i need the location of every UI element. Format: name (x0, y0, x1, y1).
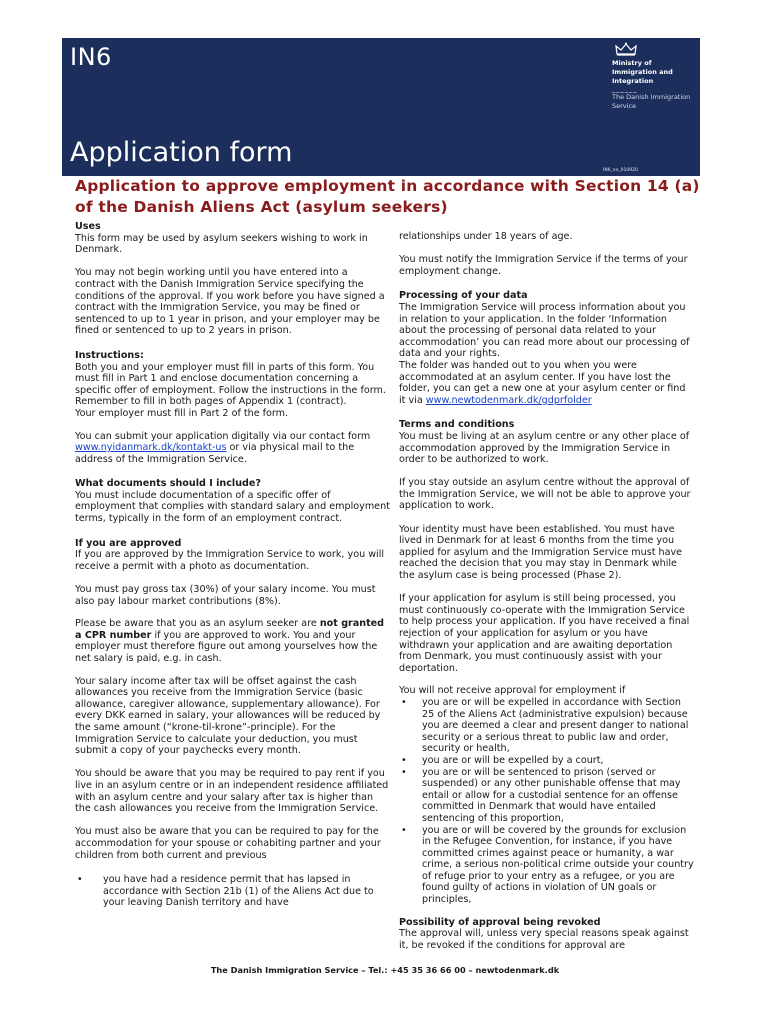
processing-paragraph (399, 302, 694, 406)
ministry-name: Ministry of Immigration and Integration (612, 59, 673, 85)
ministry-separator: ______ (612, 85, 638, 93)
approved-text: If you are approved by the Immigration Service to work, you will receive a permit with a photo as documentation. You must pay gross tax (30%) of your salary income. You must also pay labour market contributions (8%). (75, 549, 385, 607)
contact-form-link[interactable]: www.nyidanmark.dk/kontakt-us (75, 442, 227, 454)
submit-paragraph (75, 431, 390, 466)
header-small-code: IN6_en_010920 (603, 168, 638, 173)
not-receive-intro: You will not receive approval for employment if (399, 685, 626, 697)
revoked-text: The approval will, unless very special reasons speak against it, be revoked if the conditions for approval are (399, 928, 689, 951)
gdpr-folder-link[interactable]: www.newtodenmark.dk/gdprfolder (425, 394, 592, 406)
exclusion-bullet-list (399, 697, 694, 906)
processing-heading: Processing of your data (399, 290, 528, 302)
form-code: IN6 (70, 43, 112, 71)
submit-text-2: or via physical mail to the address of the Immigration Service. (75, 442, 355, 465)
approved-heading: If you are approved (75, 537, 182, 549)
cpr-text-2: if you are approved to work. You and your employer must therefore figure out among yourselves how the net salary is paid, e.g. in cash. (75, 629, 378, 664)
instructions-heading: Instructions: (75, 349, 144, 361)
revoked-heading: Possibility of approval being revoked (399, 916, 601, 928)
list-item: • you are or will be sentenced to prison (served or suspended) or any other punishable offense that may entail or allow for a custodial sentence for an offense committed in Denmark that would have entailed sentencing of this proportion, (399, 767, 694, 825)
ministry-logo-block (612, 42, 698, 111)
crown-icon (614, 42, 638, 56)
instructions-text: Both you and your employer must fill in parts of this form. You must fill in Part 1 and enclose documentation concerning a specific offer of employment. Follow the instructions in the form. Remember to fill in both pages of Appendix 1 (contract). Your employer must fill in Part 2 of the form. (75, 361, 386, 419)
left-bullet-list (75, 874, 390, 909)
documents-heading: What documents should I include? (75, 478, 261, 490)
continuation-text: relationships under 18 years of age. You must notify the Immigration Service if the terms of your employment change. (399, 231, 688, 277)
form-header (62, 38, 700, 176)
cpr-bold: not granted a CPR number (75, 618, 385, 641)
agency-name: The Danish Immigration Service (612, 93, 691, 110)
list-item: • you are or will be expelled in accordance with Section 25 of the Aliens Act (administrative expulsion) because you are deemed a clear and present danger to national security or a serious threat to public law and order, security or health, (399, 697, 694, 755)
terms-text: You must be living at an asylum centre or any other place of accommodation approved by the Immigration Service in order to be authorized to work. If you stay outside an asylum centre without the approval of the Immigration Service, we will not be able to approve your application to work. Your identity must have been established. You must have lived in Denmark for at least 6 months from the time you applied for asylum and the Immigration Service must have reached the decision that you may stay in Denmark while the asylum case is being processed (Phase 2). If your application for asylum is still being processed, you must continuously co-operate with the Immigration Service to help process your application. If you have received a final rejection of your application for asylum or you have withdrawn your application and are awaiting deportation from Denmark, you must continuously assist with your deportation. (399, 430, 691, 674)
form-label: Application form (70, 137, 293, 168)
salary-text: Your salary income after tax will be offset against the cash allowances you receive from the Immigration Service (basic allowance, caregiver allowance, supplementary allowance). For every DKK earned in salary, your allowances will be reduced by the same amount (“krone-til-krone”-principle). For the Immigration Service to calculate your deduction, you must submit a copy of your paychecks every month. You should be aware that you may be required to pay rent if you live in an asylum centre or in an independent residence affiliated with an asylum centre and your salary after tax is higher than the cash allowances you receive from the Immigration Service. You must also be aware that you can be required to pay for the accommodation for your spouse or cohabiting partner and your children from both current and previous (75, 675, 389, 861)
cpr-paragraph (75, 618, 390, 664)
list-item: • you are or will be covered by the grounds for exclusion in the Refugee Convention, for instance, if you have committed crimes against peace or humanity, a war crime, a serious non-political crime outside your country of refuge prior to your entry as a refugee, or you are found guilty of actions in violation of UN goals or principles, (399, 825, 694, 906)
document-title: Application to approve employment in accordance with Section 14 (a) of the Danish Aliens Act (asylum seekers) (75, 177, 700, 216)
documents-text: You must include documentation of a specific offer of employment that complies with standard salary and employment terms, typically in the form of an employment contract. (75, 489, 390, 525)
submit-text-1: You can submit your application digitally via our contact form (75, 430, 371, 442)
uses-text: This form may be used by asylum seekers wishing to work in Denmark. You may not begin working until you have entered into a contract with the Danish Immigration Service specifying the conditions of the approval. If you work before you have signed a contract with the Immigration Service, you may be fined or sentenced to up to 1 year in prison, and your employer may be fined or sentenced to up to 2 years in prison. (75, 232, 385, 337)
processing-text: The Immigration Service will process information about you in relation to your application. In the folder ‘Information about the processing of personal data related to your accommodation’ you can read more about our processing of data and your rights. The folder was handed out to you when you were accommodated at an asylum center. If you have lost the folder, you can get a new one at your asylum center or find it via (399, 301, 690, 406)
list-item: • you have had a residence permit that has lapsed in accordance with Section 21b (1) of the Aliens Act due to your leaving Danish territory and have (75, 874, 390, 909)
right-column (399, 231, 694, 951)
terms-heading: Terms and conditions (399, 419, 515, 431)
page-footer: The Danish Immigration Service – Tel.: +45 35 36 66 00 – newtodenmark.dk (210, 965, 560, 975)
left-column (75, 221, 390, 909)
uses-heading: Uses (75, 221, 101, 232)
list-item: • you are or will be expelled by a court, (399, 755, 694, 767)
cpr-text-1: Please be aware that you as an asylum seeker are (75, 618, 320, 630)
